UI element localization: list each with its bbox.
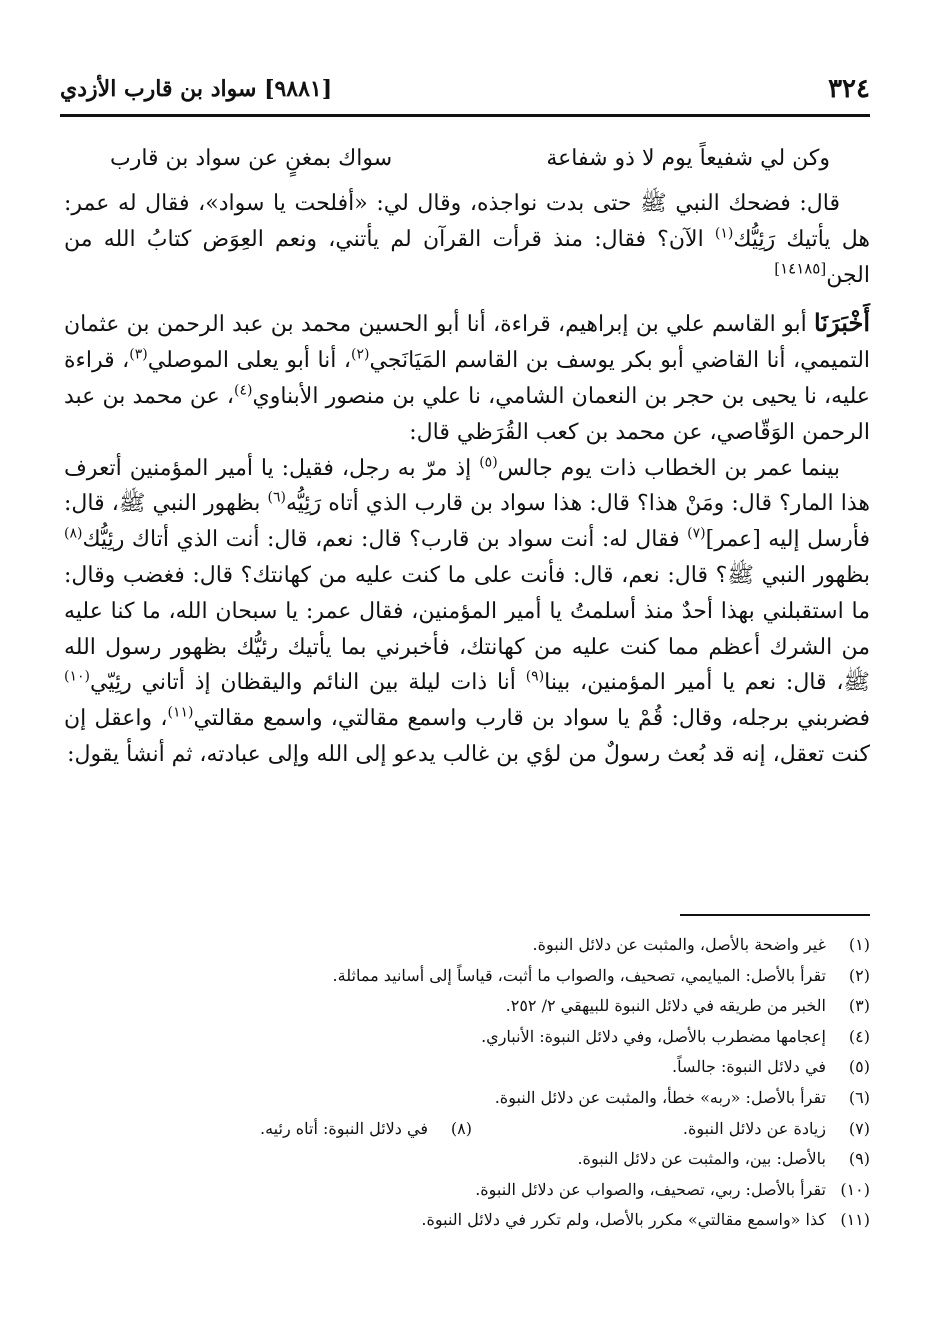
footnote-number: (١٠) [840,1179,870,1199]
footnote [120,1205,870,1236]
footnote-marker: (٤) [234,382,253,399]
footnote-number: (٣) [848,996,870,1016]
footnote [120,1052,870,1083]
footnote-text: الخبر من طريقه في دلائل النبوة للبيهقي ٢/ ٢٥٢. [505,996,826,1016]
paragraph-text: أنا ذات ليلة بين النائم واليقظان إذ أتاني رئِيّي [89,670,526,696]
footnote [120,1083,870,1114]
page-header [60,68,870,108]
footnote [120,1144,870,1175]
paragraph-text: بظهور النبي ﷺ، قال: فأرسل إليه [عمر] [64,491,871,553]
footnote-text: تقرأ بالأصل: ربي، تصحيف، والصواب عن دلائل النبوة. [475,1179,826,1199]
footnote-text: غير واضحة بالأصل، والمثبت عن دلائل النبوة. [532,935,826,954]
footnote-text: إعجامها مضطرب بالأصل، وفي دلائل النبوة: الأنباري. [481,1026,826,1046]
footnotes [120,930,870,1236]
footnote-marker: (١٠) [64,669,90,686]
paragraph-text: بظهور النبي ﷺ؟ قال: نعم، قال: فأنت على ما كنت عليه من كهانتك؟ قال: فغضب وقال: ما استقبلني بهذا أحدٌ منذ أسلمتُ يا أمير المؤمنين، فقال عمر: يا سبحان الله، ما كنا عليه من الشرك أعظم مما كنت عليه من كهانتك، فأخبرني بما يأتيك رئيُّك بظهور رسول الله ﷺ، قال: نعم يا أمير المؤمنين، بينا [64,562,870,696]
footnote-marker: (١) [714,225,734,242]
footnote-marker: (٥) [479,454,498,471]
footnote-marker: (٧) [687,525,706,542]
footnote [120,930,870,961]
paragraph-text: أبو القاسم علي بن إبراهيم، قراءة، أنا أبو الحسين محمد بن عبد الرحمن بن عثمان التميمي، أنا القاضي أبو بكر يوسف بن القاسم المَيَانَجي [64,312,871,374]
footnote-number: (١) [848,935,870,954]
footnote-inline [260,1114,472,1145]
paragraph-text: فضربني برجله، وقال: قُمْ يا سواد بن قارب واسمع مقالتي، واسمع مقالتي [193,706,870,732]
paragraph-text: بينما عمر بن الخطاب ذات يوم جالس [497,455,840,481]
footnote-text: في دلائل النبوة: جالساً. [672,1057,826,1077]
footnote-number: (٧) [848,1118,870,1138]
footnote [120,961,870,992]
footnote-number: (٥) [848,1057,870,1077]
header-rule [60,114,870,117]
lead-word: أَخْبَرَنَا [814,308,870,338]
paragraph-text: ، أنا أبو يعلى الموصلي [147,348,351,374]
running-title: [٩٨٨١] سواد بن قارب الأزدي [60,76,333,102]
footnote-number: (٤) [848,1026,870,1046]
verse-first-hemistich: وكن لي شفيعاً يوم لا ذو شفاعة [546,146,830,171]
footnote-marker: (٦) [267,490,286,507]
footnote-marker: (٣) [129,346,148,363]
footnote-text: بالأصل: بين، والمثبت عن دلائل النبوة. [577,1149,826,1169]
footnote-number: (٦) [848,1087,870,1107]
paragraph-text: ، واعقل إن كنت تعقل، إنه قد بُعث رسولٌ من لؤي بن غالب يدعو إلى الله وإلى عبادته، ثم أنشأ يقول: [64,706,870,767]
footnote-text: كذا «واسمع مقالتي» مكرر بالأصل، ولم تكرر في دلائل النبوة. [421,1210,826,1230]
footnote-separator [680,914,870,916]
poem-verse [110,146,830,182]
footnote-marker: (٩) [525,669,545,686]
footnote-marker: (٨) [64,525,83,542]
footnote-number: (٨) [450,1118,472,1138]
footnote-text: زيادة عن دلائل النبوة. [682,1118,826,1138]
footnote [120,1022,870,1053]
footnote-text: في دلائل النبوة: أتاه رئيه. [260,1118,428,1138]
footnote-number: (٢) [848,965,870,985]
paragraph-text: ، قراءة عليه، نا يحيى بن حجر بن النعمان الشامي، نا علي بن منصور الأبناوي [64,348,870,409]
footnote-text: تقرأ بالأصل: «ربه» خطأ، والمثبت عن دلائل النبوة. [494,1087,826,1107]
footnote [120,1114,870,1145]
footnote [120,991,870,1022]
verse-second-hemistich: سواك بمغنٍ عن سواد بن قارب [110,146,393,171]
footnote-marker: (٢) [351,346,370,363]
paragraph-text: فقال له: أنت سواد بن قارب؟ قال: نعم، قال: أنت الذي أتاك رئِيُّك [82,527,688,553]
footnote-number: (٩) [848,1149,870,1169]
page-number: ٣٢٤ [828,74,870,104]
footnote-text: تقرأ بالأصل: الميايمي، تصحيف، والصواب ما أثبت، قياساً إلى أسانيد مماثلة. [332,965,826,985]
paragraph-text: قال: فضحك النبي ﷺ حتى بدت نواجذه، وقال لي: «أفلحت يا سواد»، فقال له عمر: هل يأتيك رَئِيُّك [64,191,870,252]
paragraph-isnad [64,305,870,450]
paragraph-text: الآن؟ فقال: منذ قرأت القرآن لم يأتني، ونعم العِوَض كتابُ الله من الجن [64,226,870,288]
paragraph-omar-question [64,186,870,293]
paragraph-narrative [64,451,870,773]
hadith-reference-number: [١٤١٨٥] [774,259,827,278]
footnote [120,1175,870,1206]
paragraph-text: ، عن محمد بن عبد الرحمن الوَقّاصي، عن محمد بن كعب القُرَظي قال: [64,383,870,445]
paragraph-text: إذ مرّ به رجل، فقيل: يا أمير المؤمنين أتعرف هذا المار؟ قال: ومَنْ هذا؟ قال: هذا سواد بن قارب الذي أتاه رَئِيُّه [64,455,870,517]
footnote-number: (١١) [840,1210,870,1230]
main-text [64,186,870,773]
footnote-marker: (١١) [167,704,194,721]
